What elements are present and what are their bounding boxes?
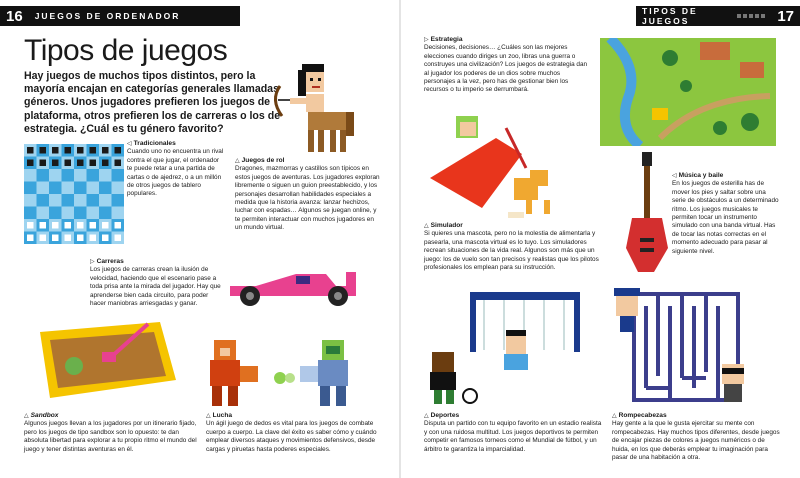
chess-piece — [40, 222, 47, 229]
right-header-title: TIPOS DE JUEGOS — [642, 6, 698, 26]
chess-piece — [52, 147, 59, 154]
chess-square — [74, 194, 87, 207]
chess-piece — [102, 160, 109, 167]
chess-square — [99, 194, 112, 207]
chess-square — [87, 207, 100, 220]
carreras-text: Los juegos de carreras crean la ilusión de velocidad, haciendo que el escenario pase a toda prisa ante la mirada del jugador. Hay que aprenderse bien cada circuito, para poder hacer maniobras arriesgadas y ganar. — [90, 266, 221, 308]
tradicionales-heading: Tradicionales — [133, 140, 176, 147]
sandbox-text: Algunos juegos llevan a los jugadores por un itinerario fijado, pero los juegos de tipo sandbox son lo opuesto: te dan absoluta libertad para explorar a tu propio ritmo el mundo del juego y tener distintas aventuras en él. — [24, 420, 197, 453]
chess-square — [24, 169, 37, 182]
chess-piece — [65, 160, 72, 167]
chess-square — [49, 182, 62, 195]
chess-square — [49, 169, 62, 182]
pointer-left-icon: ◁ — [127, 141, 132, 147]
left-header-title: JUEGOS DE ORDENADOR — [34, 11, 181, 21]
centaur-archer-illustration — [268, 60, 358, 156]
chess-square — [99, 207, 112, 220]
pointer-right-icon: ▷ — [424, 37, 429, 43]
chess-piece — [77, 235, 84, 242]
chess-square — [49, 207, 62, 220]
chess-square — [49, 194, 62, 207]
chess-piece — [77, 147, 84, 154]
chess-square — [74, 207, 87, 220]
musica-text: En los juegos de esterilla has de mover los pies y saltar sobre una serie de obstáculos a un determinado ritmo. Los juegos musicales te permiten tocar un instrumento simulado con una banda virtual. Has de tocar las notas correctas en el momento adecuado para pasar al siguiente nivel. — [672, 180, 779, 255]
chess-piece — [27, 160, 34, 167]
chess-piece — [90, 222, 97, 229]
chess-piece — [102, 235, 109, 242]
deportes-text: Disputa un partido con tu equipo favorito en un estadio realista y con una ruidosa multitud. Los juegos deportivos te permiten competir en famosos torneos como el Mundial de fútbol, y un árbitro te garantiza la imparcialidad. — [424, 420, 602, 453]
chess-piece — [90, 147, 97, 154]
strategy-map-illustration — [600, 38, 776, 146]
chess-piece — [40, 160, 47, 167]
carreras-caption — [90, 258, 222, 308]
chess-square — [74, 182, 87, 195]
chess-square — [24, 207, 37, 220]
estrategia-heading: Estrategia — [430, 36, 463, 43]
chess-square — [87, 194, 100, 207]
musica-heading: Música y baile — [678, 172, 724, 179]
fighters-illustration — [200, 338, 370, 410]
lucha-heading: Lucha — [212, 412, 233, 419]
chess-square — [74, 169, 87, 182]
chess-square — [37, 194, 50, 207]
deportes-heading: Deportes — [430, 412, 460, 419]
pointer-up-icon: △ — [235, 158, 240, 164]
chess-piece — [77, 222, 84, 229]
chess-square — [87, 169, 100, 182]
chess-piece — [77, 160, 84, 167]
chess-piece — [90, 160, 97, 167]
pointer-up-icon: △ — [424, 223, 429, 229]
rol-heading: Juegos de rol — [241, 157, 285, 164]
simulador-caption — [424, 222, 602, 272]
left-page-number: 16 — [6, 7, 23, 25]
chess-piece — [115, 235, 122, 242]
chess-piece — [40, 147, 47, 154]
chess-piece — [115, 222, 122, 229]
tradicionales-caption — [127, 140, 225, 199]
chess-board-illustration — [24, 142, 124, 246]
pointer-up-icon: △ — [424, 413, 429, 419]
carreras-heading: Carreras — [96, 258, 124, 265]
chess-square — [99, 169, 112, 182]
left-header-bar — [0, 6, 240, 26]
rompecabezas-caption — [612, 412, 782, 462]
chess-square — [87, 182, 100, 195]
sandbox-heading: Sandbox — [30, 412, 59, 419]
right-header-bar — [636, 6, 800, 26]
chess-piece — [27, 147, 34, 154]
simulador-heading: Simulador — [430, 222, 463, 229]
sandbox-illustration — [30, 318, 180, 402]
chess-square — [112, 194, 125, 207]
soccer-illustration — [424, 290, 584, 408]
pointer-up-icon: △ — [206, 413, 211, 419]
tradicionales-text: Cuando uno no encuentra un rival contra el que jugar, el ordenador te puede retar a una partida de cartas o de ajedrez, o a un millón de otros juegos de tablero populares. — [127, 148, 224, 198]
pointer-up-icon: △ — [612, 413, 617, 419]
sandbox-caption — [24, 412, 204, 454]
chess-square — [62, 182, 75, 195]
guitar-illustration — [624, 152, 670, 274]
chess-piece — [90, 235, 97, 242]
chess-piece — [102, 222, 109, 229]
chess-square — [37, 207, 50, 220]
chess-square — [112, 169, 125, 182]
chess-piece — [40, 235, 47, 242]
estrategia-caption — [424, 36, 588, 95]
lucha-caption — [206, 412, 386, 454]
chess-piece — [65, 147, 72, 154]
chess-square — [112, 207, 125, 220]
chess-square — [24, 182, 37, 195]
chess-piece — [115, 147, 122, 154]
rol-caption — [235, 157, 381, 233]
pointer-right-icon: ▷ — [90, 259, 95, 265]
chess-piece — [102, 147, 109, 154]
chess-piece — [115, 160, 122, 167]
chess-piece — [52, 235, 59, 242]
page-title: Tipos de juegos — [24, 34, 228, 67]
chess-square — [62, 194, 75, 207]
pilot-and-dog-illustration — [426, 108, 576, 226]
chess-piece — [27, 235, 34, 242]
chess-piece — [52, 222, 59, 229]
header-decoration — [733, 6, 771, 26]
chess-square — [24, 194, 37, 207]
musica-caption — [672, 172, 780, 256]
chess-square — [62, 207, 75, 220]
lucha-text: Un ágil juego de dedos es vital para los juegos de combate cuerpo a cuerpo. La clave del éxito es saber cómo y cuándo emplear diversos ataques y movimientos defensivos, desde cargas y piruetas hasta poderes especiales. — [206, 420, 377, 453]
rompecabezas-text: Hay gente a la que le gusta ejercitar su mente con rompecabezas. Hay muchos tipos diferentes, desde juegos de encajar piezas de colores a juegos numéricos o de huida, en los que deberás emplear tu imaginación para pasar de una habitación a otra. — [612, 420, 780, 462]
intro-paragraph: Hay juegos de muchos tipos distintos, pero la mayoría encajan en categorías generales llamadas géneros. Unos jugadores prefieren los juegos de plataforma, otros prefieren los de carreras o los de estrategia. ¿Cuál es tu género favorito? — [24, 70, 281, 135]
estrategia-text: Decisiones, decisiones… ¿Cuáles son las mejores elecciones cuando diriges un zoo, libras una guerra o construyes una civilización? Los juegos de estrategia dan al jugador los poderes de un dios sobre muchos personajes a la vez, pero has de gestionar bien los recursos o tu imperio se derrumbará. — [424, 44, 588, 94]
chess-piece — [52, 160, 59, 167]
chess-square — [62, 169, 75, 182]
chess-piece — [65, 222, 72, 229]
chess-square — [37, 182, 50, 195]
chess-piece — [65, 235, 72, 242]
pointer-up-icon: △ — [24, 413, 29, 419]
race-car-illustration — [226, 268, 366, 308]
page-gutter — [399, 0, 401, 478]
chess-square — [112, 182, 125, 195]
right-page-number: 17 — [777, 7, 794, 25]
rol-text: Dragones, mazmorras y castillos son típicos en estos juegos de aventuras. Los jugadores exploran libremente o siguen un guion preestablecido, y los personajes desarrollan habilidades especiales a medida que la historia avanza: lanzar hechizos, luchar con espadas… Algunos se juegan online, y te permiten interactuar con muchos jugadores en un mundo virtual. — [235, 165, 380, 232]
chess-square — [99, 182, 112, 195]
pointer-left-icon: ◁ — [672, 173, 677, 179]
maze-illustration — [612, 288, 744, 408]
simulador-text: Si quieres una mascota, pero no la molestia de alimentarla y pasearla, una mascota virtual es lo tuyo. Los simuladores recrean situaciones de la vida real. Algunos son más que un juego: los de vuelo son tan precisos y realistas que los pilotos profesionales los emplean para su instrucción. — [424, 230, 599, 272]
chess-square — [37, 169, 50, 182]
chess-piece — [27, 222, 34, 229]
deportes-caption — [424, 412, 604, 454]
rompecabezas-heading: Rompecabezas — [618, 412, 667, 419]
